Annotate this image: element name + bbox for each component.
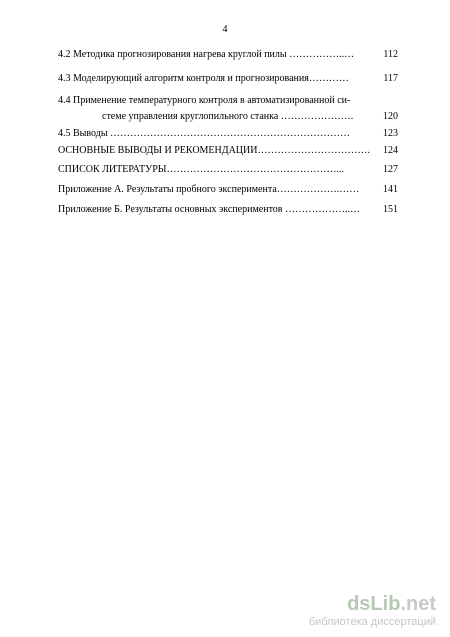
toc-entry-title: СПИСОК ЛИТЕРАТУРЫ……………………………………………... bbox=[58, 164, 344, 175]
toc-entry-title: Приложение А. Результаты пробного эксперимента……………….…… bbox=[58, 184, 360, 195]
toc-entry-page: 112 bbox=[383, 49, 398, 60]
toc-entry-page: 151 bbox=[383, 204, 398, 215]
toc-entry-title: Приложение Б. Результаты основных экспериментов ………………..… bbox=[58, 204, 361, 215]
dslib-logo: dsLib.net bbox=[347, 593, 436, 615]
toc-entry-title: 4.2 Методика прогнозирования нагрева круглой пилы ……………..… bbox=[58, 49, 355, 60]
toc-entry-page: 123 bbox=[383, 128, 398, 139]
toc-entry-page: 127 bbox=[383, 164, 398, 175]
toc-entry-page: 120 bbox=[383, 111, 398, 122]
toc-entry-title: ОСНОВНЫЕ ВЫВОДЫ И РЕКОМЕНДАЦИИ……………………………. bbox=[58, 145, 370, 156]
dslib-watermark bbox=[276, 593, 436, 629]
toc-entry-page: 117 bbox=[383, 73, 398, 84]
toc-entry-title: 4.3 Моделирующий алгоритм контроля и прогнозирования………… bbox=[58, 73, 349, 84]
toc-entry-title: 4.4 Применение температурного контроля в автоматизированной си- bbox=[58, 95, 351, 106]
toc-entry-page: 141 bbox=[383, 184, 398, 195]
watermark-caption: библиотека диссертаций bbox=[308, 616, 436, 628]
toc-entry-page: 124 bbox=[383, 145, 398, 156]
page-number: 4 bbox=[222, 24, 228, 35]
toc-entry-title: 4.5 Выводы ……………………………………………………………… bbox=[58, 128, 351, 139]
toc-entry-title: стеме управления круглопильного станка …………………. bbox=[102, 111, 354, 122]
